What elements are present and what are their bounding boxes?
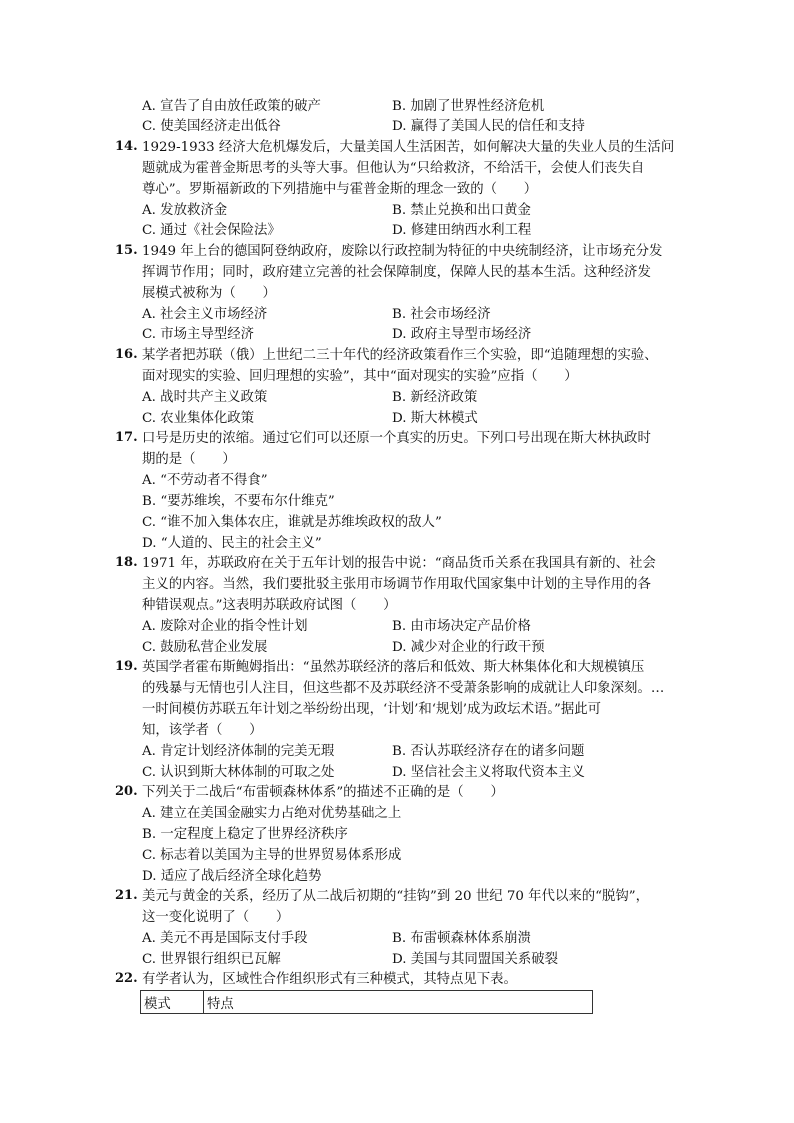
q16-option-a: A. 战时共产主义政策 <box>142 390 268 405</box>
table-header-row <box>141 991 593 1014</box>
q19-option-b: B. 否认苏联经济存在的诸多问题 <box>392 744 585 759</box>
q20-number: 20. <box>115 784 138 799</box>
q14-option-c: C. 通过《社会保险法》 <box>142 223 281 238</box>
q15-number: 15. <box>115 243 138 258</box>
q21-option-b: B. 布雷顿森林体系崩溃 <box>392 931 531 946</box>
q15-stem-line-1: 1949 年上台的德国阿登纳政府，废除以行政控制为特征的中央统制经济，让市场充分发 <box>142 244 663 259</box>
q18-stem-line-3: 种错误观点。”这表明苏联政府试图（ ） <box>142 598 397 613</box>
q13-option-c: C. 使美国经济走出低谷 <box>142 119 281 134</box>
q20-stem-line-1: 下列关于二战后“布雷顿森林体系”的描述不正确的是（ ） <box>142 785 504 800</box>
q15-option-b: B. 社会市场经济 <box>392 307 491 322</box>
q21-option-c: C. 世界银行组织已瓦解 <box>142 952 281 967</box>
q14-stem-line-3: 尊心”。罗斯福新政的下列措施中与霍普金斯的理念一致的（ ） <box>142 182 538 197</box>
q16-stem-line-1: 某学者把苏联（俄）上世纪二三十年代的经济政策看作三个实验，即“追随理想的实验、 <box>142 348 658 363</box>
q20-option-b: B. 一定程度上稳定了世界经济秩序 <box>142 827 348 842</box>
q20-option-a: A. 建立在美国金融实力占绝对优势基础之上 <box>142 806 402 821</box>
q19-stem-line-2: 的残暴与无情也引人注目，但这些都不及苏联经济不受萧条影响的成就让人印象深刻。… <box>142 681 665 696</box>
q22-number: 22. <box>115 971 138 986</box>
q19-stem-line-4: 知，该学者（ ） <box>142 723 263 738</box>
q14-stem-line-2: 题就成为霍普金斯思考的头等大事。但他认为“只给救济，不给活干，会使人们丧失自 <box>142 161 645 176</box>
q19-number: 19. <box>115 659 138 674</box>
q21-number: 21. <box>115 888 138 903</box>
q21-option-a: A. 美元不再是国际支付手段 <box>142 931 308 946</box>
q21-option-d: D. 美国与其同盟国关系破裂 <box>392 952 559 967</box>
q17-option-b: B. “要苏维埃，不要布尔什维克” <box>142 494 335 509</box>
q21-stem-line-2: 这一变化说明了（ ） <box>142 910 290 925</box>
q18-option-c: C. 鼓励私营企业发展 <box>142 640 268 655</box>
q21-stem-line-1: 美元与黄金的关系，经历了从二战后初期的“挂钩”到 20 世纪 70 年代以来的“脱钩”， <box>142 889 649 904</box>
q16-number: 16. <box>115 347 138 362</box>
q15-option-d: D. 政府主导型市场经济 <box>392 327 532 342</box>
q13-option-b: B. 加剧了世界性经济危机 <box>392 99 545 114</box>
q17-stem-line-2: 期的是（ ） <box>142 452 236 467</box>
q17-option-c: C. “谁不加入集体农庄，谁就是苏维埃政权的敌人” <box>142 515 442 530</box>
q14-option-d: D. 修建田纳西水利工程 <box>392 223 532 238</box>
table-header-features: 特点 <box>204 991 593 1014</box>
q16-option-b: B. 新经济政策 <box>392 390 478 405</box>
q18-stem-line-1: 1971 年，苏联政府在关于五年计划的报告中说：“商品货币关系在我国具有新的、社会 <box>142 556 656 571</box>
q14-option-b: B. 禁止兑换和出口黄金 <box>392 203 531 218</box>
q17-number: 17. <box>115 430 138 445</box>
q15-stem-line-3: 展模式被称为（ ） <box>142 286 276 301</box>
q16-option-c: C. 农业集体化政策 <box>142 411 255 426</box>
q20-option-d: D. 适应了战后经济全球化趋势 <box>142 869 322 884</box>
q16-stem-line-2: 面对现实的实验、回归理想的实验”，其中“面对现实的实验”应指（ ） <box>142 369 578 384</box>
q16-option-d: D. 斯大林模式 <box>392 411 478 426</box>
q15-option-a: A. 社会主义市场经济 <box>142 307 268 322</box>
q14-stem-line-1: 1929-1933 经济大危机爆发后，大量美国人生活困苦，如何解决大量的失业人员的生活问 <box>142 140 675 155</box>
q17-stem-line-1: 口号是历史的浓缩。通过它们可以还原一个真实的历史。下列口号出现在斯大林执政时 <box>142 431 651 446</box>
q22-stem-line-1: 有学者认为，区域性合作组织形式有三种模式，其特点见下表。 <box>142 972 517 987</box>
table-header-mode: 模式 <box>141 991 204 1014</box>
q19-stem-line-1: 英国学者霍布斯鲍姆指出：“虽然苏联经济的落后和低效、斯大林集体化和大规模镇压 <box>142 660 645 675</box>
q13-option-a: A. 宣告了自由放任政策的破产 <box>142 99 321 114</box>
q22-mode-table <box>140 990 593 1014</box>
q19-option-a: A. 肯定计划经济体制的完美无瑕 <box>142 744 335 759</box>
q18-option-b: B. 由市场决定产品价格 <box>392 619 531 634</box>
q18-option-d: D. 减少对企业的行政干预 <box>392 640 545 655</box>
q19-option-d: D. 坚信社会主义将取代资本主义 <box>392 765 585 780</box>
q18-number: 18. <box>115 555 138 570</box>
q18-option-a: A. 废除对企业的指令性计划 <box>142 619 308 634</box>
q15-stem-line-2: 挥调节作用；同时，政府建立完善的社会保障制度，保障人民的基本生活。这种经济发 <box>142 265 651 280</box>
q17-option-a: A. “不劳动者不得食” <box>142 473 268 488</box>
q14-option-a: A. 发放救济金 <box>142 203 228 218</box>
q19-option-c: C. 认识到斯大林体制的可取之处 <box>142 765 335 780</box>
q13-option-d: D. 赢得了美国人民的信任和支持 <box>392 119 585 134</box>
q17-option-d: D. “人道的、民主的社会主义” <box>142 536 322 551</box>
q18-stem-line-2: 主义的内容。当然，我们要批驳主张用市场调节作用取代国家集中计划的主导作用的各 <box>142 577 651 592</box>
q20-option-c: C. 标志着以美国为主导的世界贸易体系形成 <box>142 848 402 863</box>
q15-option-c: C. 市场主导型经济 <box>142 327 255 342</box>
q14-number: 14. <box>115 139 138 154</box>
q19-stem-line-3: 一时间模仿苏联五年计划之举纷纷出现，‘计划’和‘规划’成为政坛术语。”据此可 <box>142 702 602 717</box>
